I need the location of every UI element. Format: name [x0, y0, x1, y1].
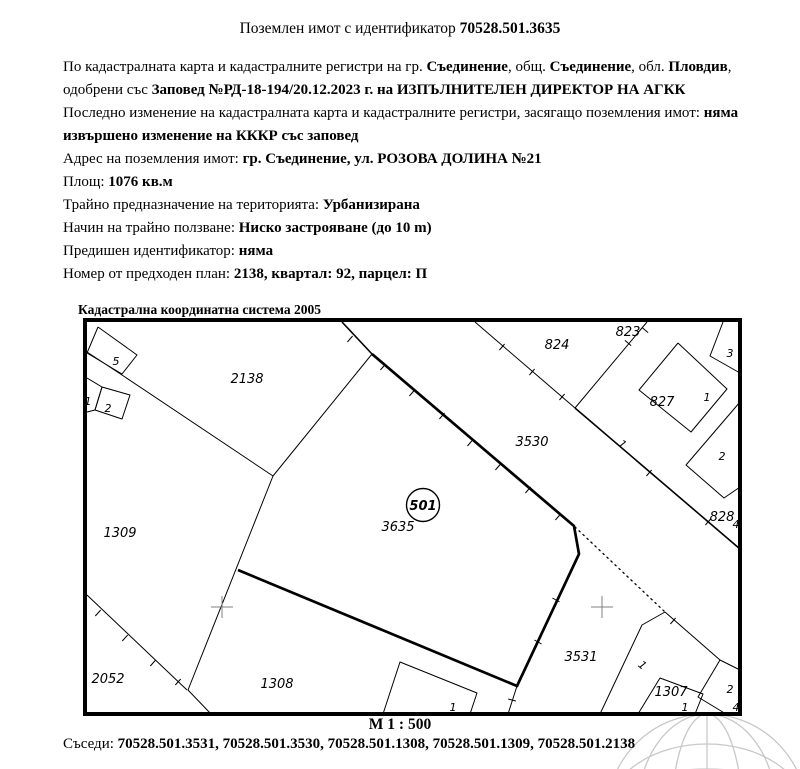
field-label: Адрес на поземления имот: — [63, 151, 243, 167]
map-label: 3 — [726, 347, 734, 360]
field-label: Последно изменение на кадастралната карта и кадастралните регистри, засягащо поземления имот: — [63, 105, 704, 121]
field-label: Номер от предходен план: — [63, 266, 234, 282]
cadastral-map — [83, 318, 742, 721]
map-label: 1309 — [103, 526, 137, 541]
neighbors-line — [63, 736, 635, 753]
field-value: 1076 кв.м — [108, 174, 173, 190]
map-label: 1 — [84, 395, 92, 408]
text-run: , обл. — [631, 59, 669, 75]
coordinate-system-label: Кадастрална координатна система 2005 — [78, 302, 321, 317]
field-label: Площ: — [63, 174, 109, 190]
purpose-line — [63, 194, 757, 217]
previous-plan-line — [63, 263, 757, 286]
page-title — [0, 20, 800, 38]
previous-id-line — [63, 240, 757, 263]
field-label: Съседи: — [63, 736, 118, 752]
map-label: 1 — [703, 391, 711, 404]
map-label: 1 — [449, 701, 457, 714]
cadastral-map-svg — [83, 318, 742, 716]
field-label: Предишен идентификатор: — [63, 243, 239, 259]
map-label: 1308 — [260, 677, 294, 692]
text-run: По кадастралната карта и кадастралните регистри на гр. — [63, 59, 427, 75]
map-label: 1 — [635, 658, 650, 673]
field-value: 2138, квартал: 92, парцел: П — [233, 266, 428, 282]
map-label: 5 — [112, 355, 120, 368]
map-label: 1 — [615, 437, 630, 452]
map-label: 1 — [681, 701, 689, 714]
text-run: , общ. — [507, 59, 550, 75]
map-label: 4 — [732, 701, 740, 714]
field-value: 70528.501.3531, 70528.501.3530, 70528.501.1308, 70528.501.1309, 70528.501.2138 — [117, 736, 636, 752]
map-label: 2 — [726, 683, 734, 696]
approval-paragraph — [63, 56, 757, 102]
field-value: Урбанизирана — [322, 197, 420, 213]
text-run: Съединение — [549, 59, 632, 75]
area-line — [63, 171, 757, 194]
map-label: 823 — [615, 325, 641, 340]
map-label: 4 — [732, 518, 740, 531]
text-run: , одобрени със — [63, 59, 732, 98]
subject-parcel-number: 501 — [409, 499, 437, 514]
map-label: 2052 — [91, 672, 125, 687]
map-label: 1307 — [654, 685, 688, 700]
field-label: Трайно предназначение на територията: — [63, 197, 323, 213]
field-value: няма извършено изменение на КККР със заповед — [63, 105, 739, 144]
property-info-block — [63, 56, 757, 286]
map-label: 3530 — [515, 435, 549, 450]
field-value: гр. Съединение, ул. РОЗОВА ДОЛИНА №21 — [242, 151, 542, 167]
text-run: Заповед №РД-18-194/20.12.2023 г. на ИЗПЪЛНИТЕЛЕН ДИРЕКТОР НА АГКК — [151, 82, 686, 98]
map-label: 2 — [104, 402, 112, 415]
map-label: 824 — [544, 338, 570, 353]
usage-line — [63, 217, 757, 240]
map-label: 828 — [709, 510, 735, 525]
map-scale: М 1 : 500 — [368, 716, 432, 733]
map-label: 827 — [649, 395, 675, 410]
map-label: 3531 — [564, 650, 598, 665]
title-prefix: Поземлен имот с идентификатор — [239, 20, 460, 37]
map-label: 2 — [718, 450, 726, 463]
last-change-paragraph — [63, 102, 757, 148]
map-label: 3635 — [381, 520, 415, 535]
text-run: Съединение — [426, 59, 508, 75]
parcel-identifier: 70528.501.3635 — [459, 20, 561, 37]
field-label: Начин на трайно ползване: — [63, 220, 239, 236]
text-run: Пловдив — [668, 59, 728, 75]
address-line — [63, 148, 757, 171]
map-label: 2138 — [230, 372, 264, 387]
field-value: няма — [238, 243, 274, 259]
field-value: Ниско застрояване (до 10 m) — [238, 220, 432, 236]
